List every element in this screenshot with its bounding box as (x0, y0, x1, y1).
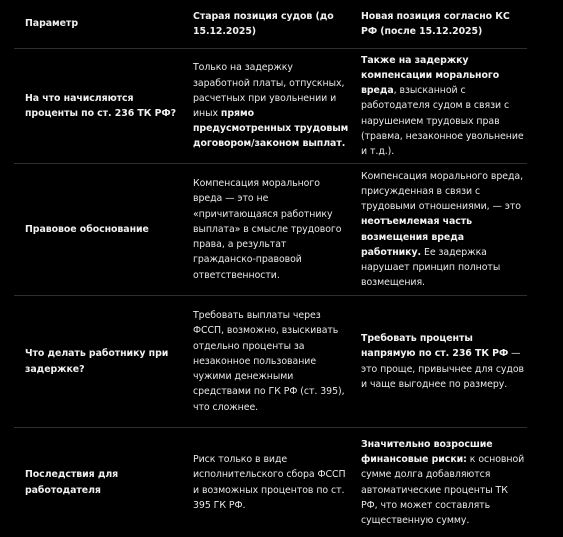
row-parameter: На что начисляются проценты по ст. 236 ТК РФ? (25, 92, 177, 119)
header-parameter: Параметр (25, 18, 78, 30)
table-header-row (14, 0, 527, 49)
table-row (14, 49, 527, 164)
header-new-position: Новая позиция согласно КС РФ (после 15.12.2025) (361, 10, 510, 37)
row-new-position: Компенсация морального вреда, присужденная в связи с трудовыми отношениями, — это неотъемлемая часть возмещения вреда работнику. Ее задержка нарушает принцип полноты возмещения. (361, 170, 524, 289)
row-new-position: Значительно возросшие финансовые риски: к основной сумме долга добавляются автоматические проценты ТК РФ, что может составлять существенную сумму. (361, 438, 525, 526)
row-new-position: Требовать проценты напрямую по ст. 236 ТК РФ — это проще, привычнее для судов и чаще выгоднее по размеру. (361, 333, 525, 390)
row-old-position: Только на задержку заработной платы, отпускных, расчетных при увольнении и иных прямо предусмотренных трудовым договором/законом выплат. (193, 62, 349, 150)
row-new-position: Также на задержку компенсации морального вреда, взысканной с работодателя судом в связи с нарушением трудовых прав (травма, незаконное увольнение и т.д.). (361, 54, 524, 157)
table-row (14, 428, 527, 537)
header-old-position: Старая позиция судов (до 15.12.2025) (193, 10, 334, 37)
row-old-position: Требовать выплаты через ФССП, возможно, взыскивать отдельно проценты за незаконное пользование чужими денежными средствами по ГК РФ (ст. 395), что сложнее. (193, 310, 345, 413)
table-row (14, 296, 527, 428)
row-old-position: Компенсация морального вреда — это не «причитающаяся работнику выплата» в смысле трудового права, а результат гражданско-правовой ответственности. (193, 178, 342, 281)
table-row (14, 164, 527, 296)
row-parameter: Что делать работнику при задержке? (25, 348, 169, 375)
row-parameter: Правовое обоснование (25, 223, 149, 235)
row-old-position: Риск только в виде исполнительского сбора ФССП и возможных процентов по ст. 395 ГК РФ. (193, 454, 346, 511)
row-parameter: Последствия для работодателя (25, 469, 119, 496)
